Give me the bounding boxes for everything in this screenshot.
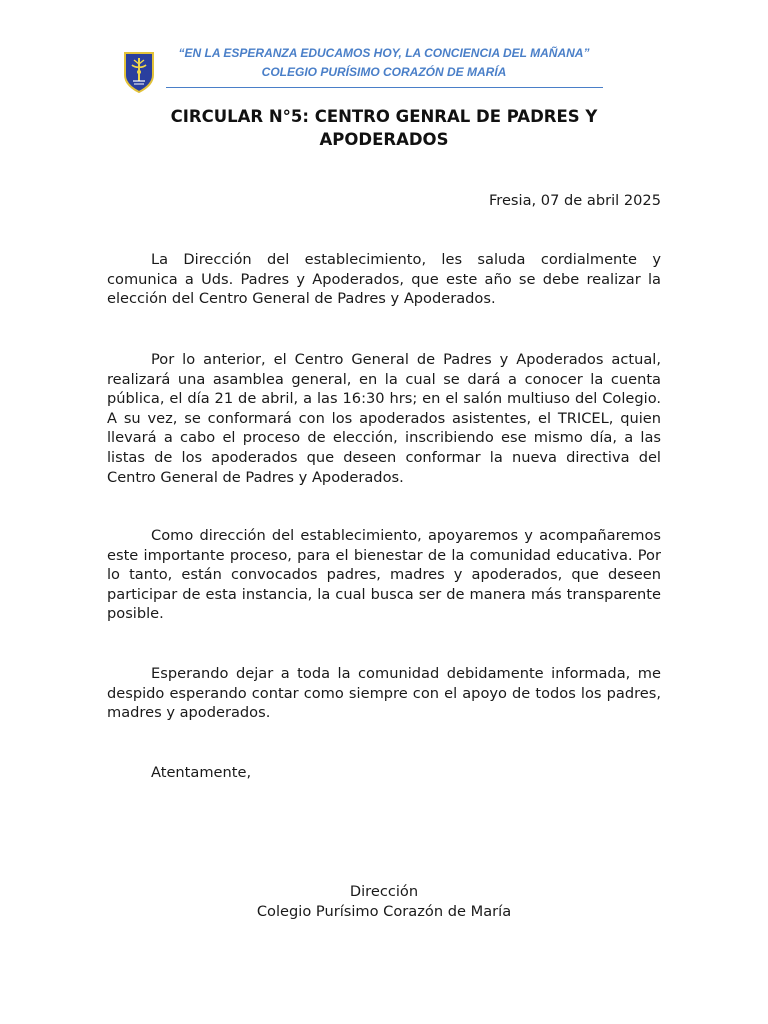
signature-line-2: Colegio Purísimo Corazón de María [256,903,512,920]
circular-title [107,105,661,151]
signature-block [107,882,661,922]
document-date: Fresia, 07 de abril 2025 [488,192,661,209]
title-line-2: APODERADOS [319,130,449,149]
school-crest-icon [123,51,155,93]
body-paragraph-1: La Dirección del establecimiento, les saluda cordialmente y comunica a Uds. Padres y Apoderados, que este año se debe realizar la elección del Centro General de Padres y Apoderados. [107,251,661,308]
signature-line-1: Dirección [349,883,419,900]
closing-salutation: Atentamente, [151,764,252,781]
header-motto: “EN LA ESPERANZA EDUCAMOS HOY, LA CONCIENCIA DEL MAÑANA” [178,46,590,60]
body-paragraph-2: Por lo anterior, el Centro General de Padres y Apoderados actual, realizará una asamblea general, en la cual se dará a conocer la cuenta pública, el día 21 de abril, a las 16:30 hrs; en el salón multiuso del Colegio. A su vez, se conformará con los apoderados asistentes, el TRICEL, quien llevará a cabo el proceso de elección, inscribiendo ese mismo día, a las listas de los apoderados que deseen conformar la nueva directiva del Centro General de Padres y Apoderados. [107,351,661,486]
header-text-block [166,44,602,82]
title-line-1: CIRCULAR N°5: CENTRO GENRAL DE PADRES Y [170,107,598,126]
body-paragraph-3: Como dirección del establecimiento, apoyaremos y acompañaremos este importante proceso, para el bienestar de la comunidad educativa. Por lo tanto, están convocados padres, madres y apoderados, que deseen participar de esta instancia, la cual busca ser de manera más transparente posible. [107,527,661,623]
header-school-name: COLEGIO PURÍSIMO CORAZÓN DE MARÍA [261,65,507,79]
body-paragraph-4: Esperando dejar a toda la comunidad debidamente informada, me despido esperando contar como siempre con el apoyo de todos los padres, madres y apoderados. [107,665,661,722]
header-divider [166,87,603,88]
